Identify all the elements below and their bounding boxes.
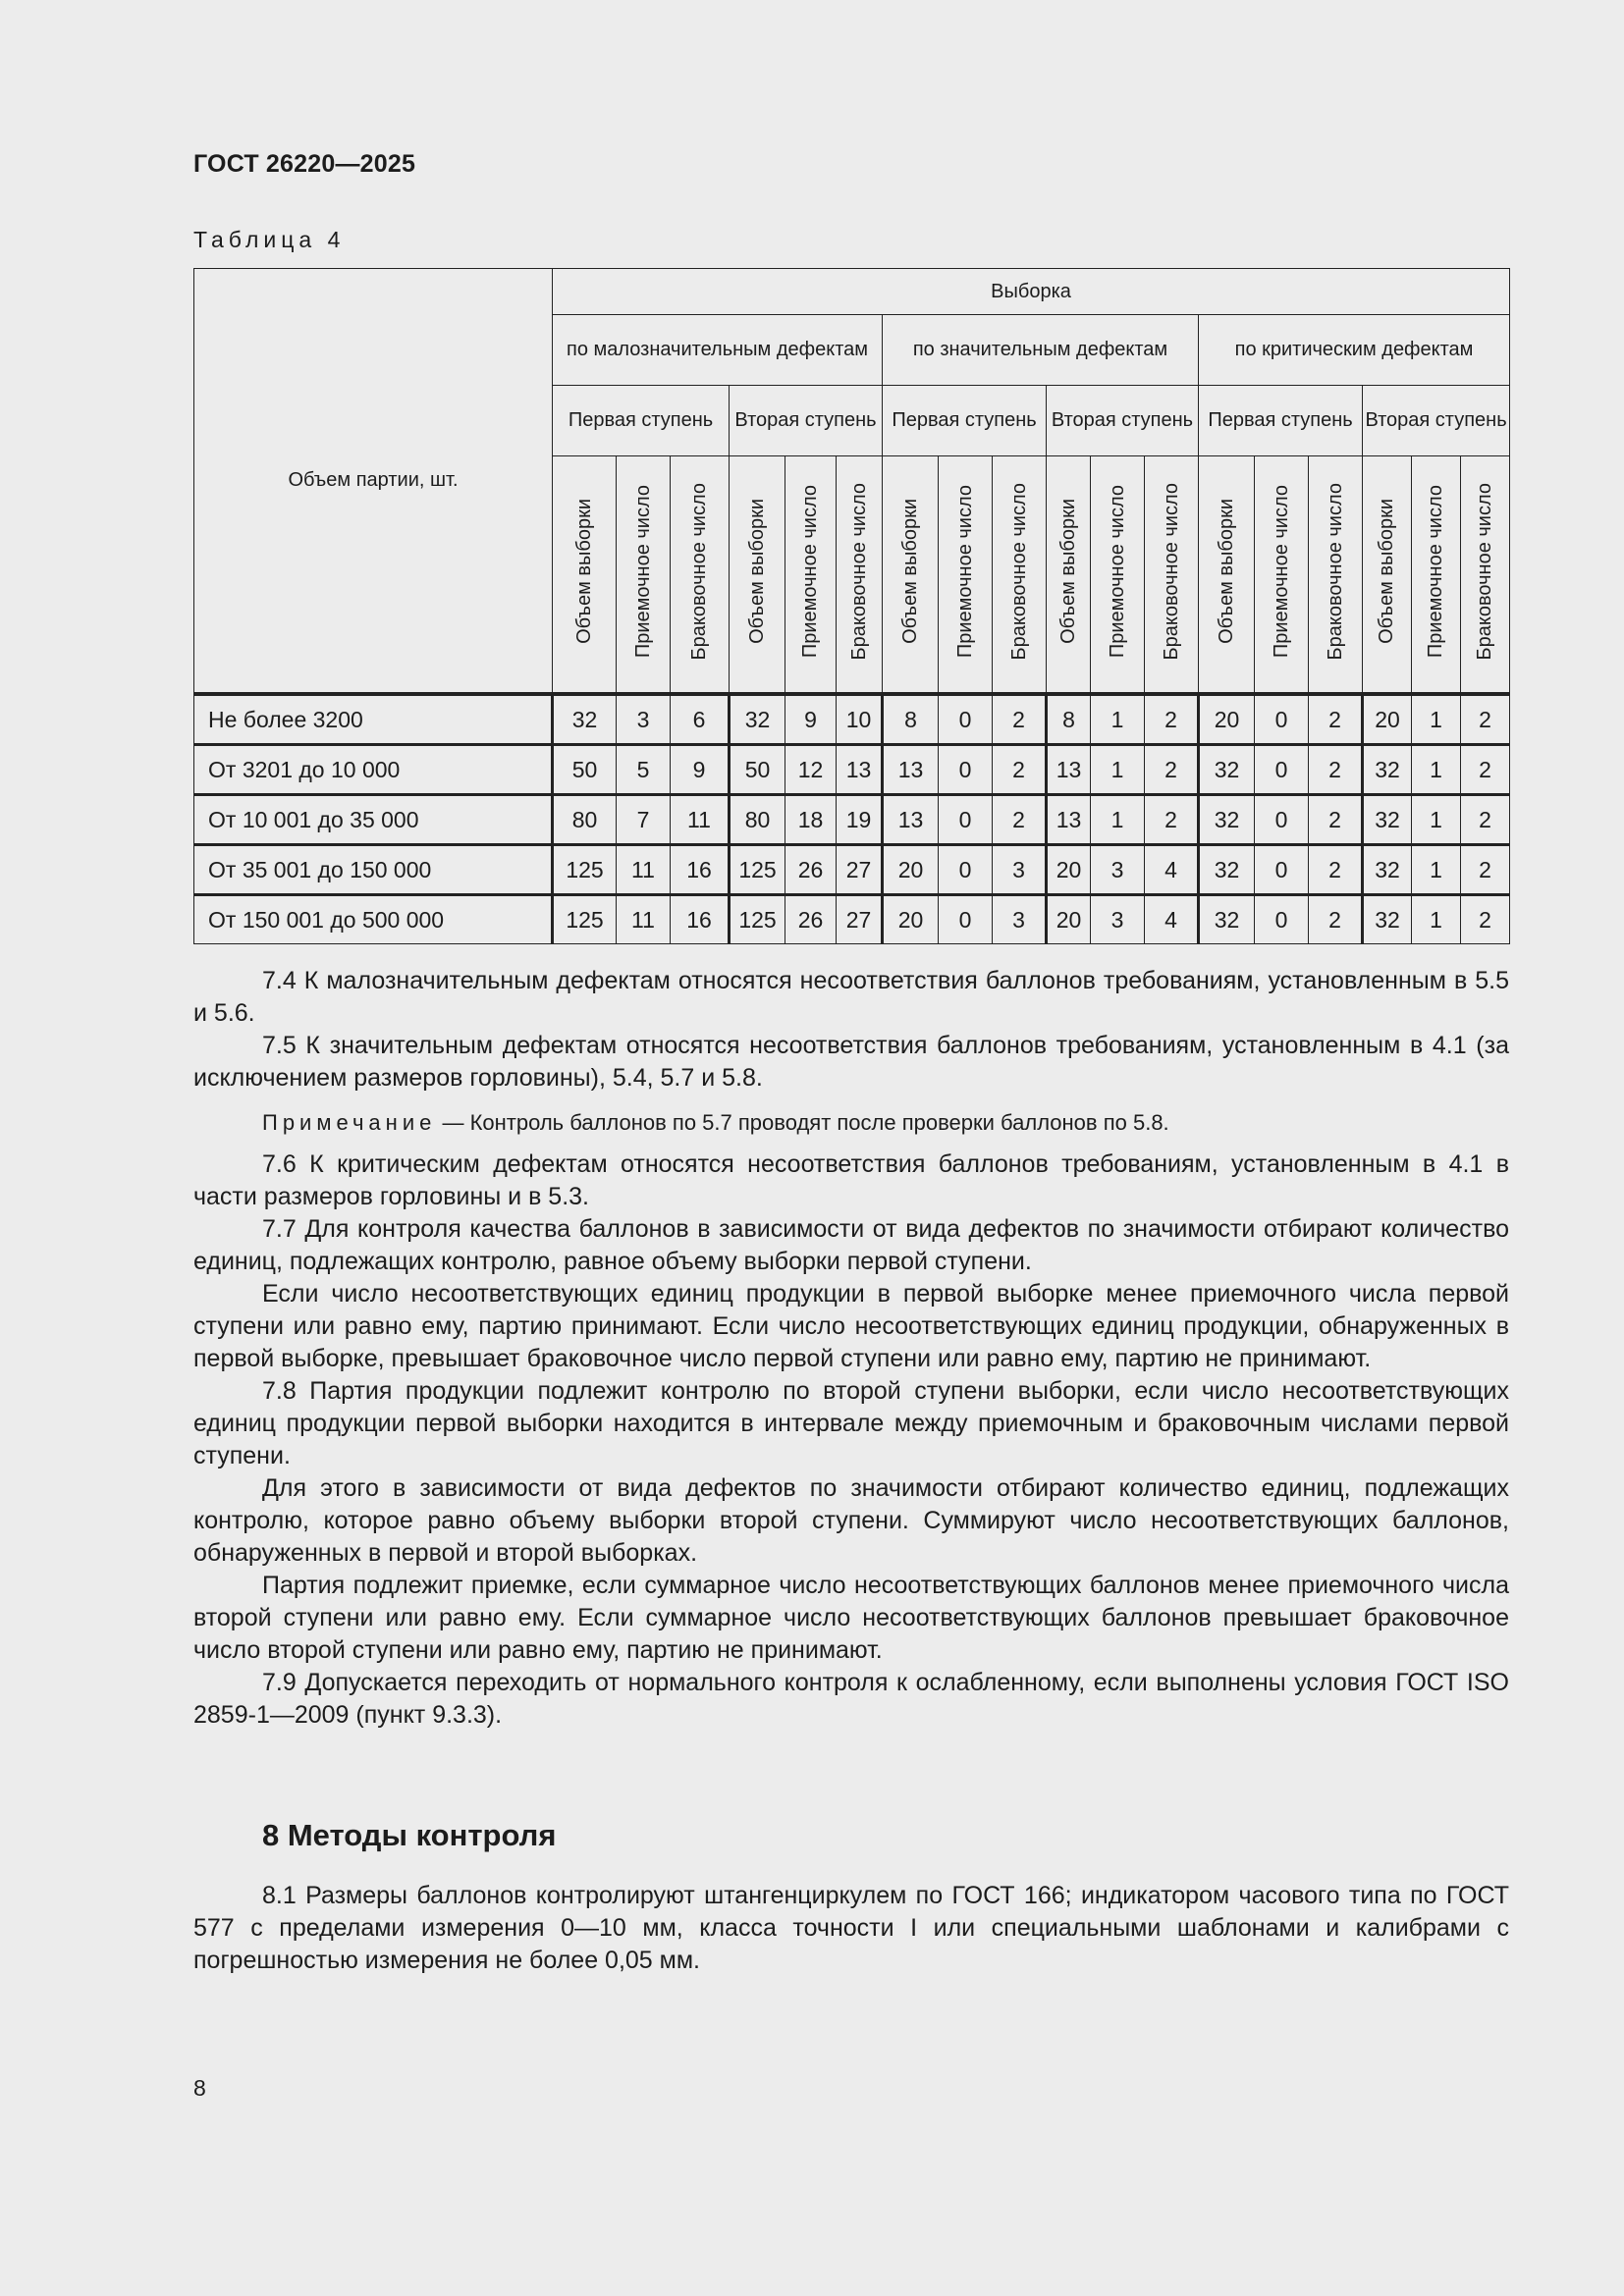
column-header-label: Браковочное число [847,482,870,661]
row-label: От 150 001 до 500 000 [194,895,553,944]
table-cell: 11 [671,795,730,845]
column-header-label: Объем выборки [572,499,595,644]
table-cell: 2 [1461,694,1510,745]
row-label: От 35 001 до 150 000 [194,845,553,895]
table-row [194,745,1510,795]
column-header-label: Браковочное число [1160,482,1182,661]
table-cell: 12 [785,745,837,795]
table-cell: 32 [1199,795,1255,845]
table-cell: 3 [617,694,671,745]
table-cell: 13 [883,745,939,795]
table-cell: 32 [730,694,785,745]
table-cell: 16 [671,895,730,944]
table-cell: 2 [1145,694,1199,745]
column-header [730,456,785,695]
column-header-label: Объем выборки [1376,499,1397,644]
table-cell: 27 [837,845,883,895]
column-header [1047,456,1091,695]
document-code: ГОСТ 26220—2025 [193,150,416,178]
table-cell: 9 [671,745,730,795]
table-cell: 2 [1461,895,1510,944]
column-header-label: Приемочное число [1106,484,1128,659]
stage-header: Вторая ступень [1363,386,1510,456]
row-label: От 10 001 до 35 000 [194,795,553,845]
table-cell: 1 [1412,694,1461,745]
table-cell: 1 [1091,795,1145,845]
table-cell: 13 [1047,795,1091,845]
table-cell: 9 [785,694,837,745]
stage-header: Вторая ступень [730,386,883,456]
column-header-label: Приемочное число [1425,484,1446,659]
table-cell: 11 [617,845,671,895]
table-cell: 1 [1412,795,1461,845]
column-header [1145,456,1199,695]
column-header [837,456,883,695]
table-cell: 2 [1309,795,1363,845]
table-cell: 1 [1091,694,1145,745]
table-cell: 3 [1091,845,1145,895]
column-header [1091,456,1145,695]
column-header-label: Приемочное число [631,484,654,659]
row-label: Не более 3200 [194,694,553,745]
table-cell: 4 [1145,845,1199,895]
column-header-label: Браковочное число [1007,482,1030,661]
table-cell: 20 [883,845,939,895]
table-cell: 50 [553,745,617,795]
table-cell: 1 [1412,845,1461,895]
table-cell: 0 [1255,895,1309,944]
table-cell: 2 [1309,745,1363,795]
column-header-label: Объем выборки [898,499,921,644]
column-header-label: Объем выборки [1056,499,1079,644]
table-cell: 80 [553,795,617,845]
table-cell: 27 [837,895,883,944]
paragraph-7-9: 7.9 Допускается переходить от нормального контроля к ослабленному, если выполнены условия ГОСТ ISO 2859-1—2009 (пункт 9.3.3). [193,1669,1509,1729]
table-caption: Таблица 4 [193,227,346,252]
table-cell: 32 [1199,845,1255,895]
table-row [194,795,1510,845]
stage-header: Первая ступень [553,386,730,456]
table-cell: 2 [1145,795,1199,845]
table-cell: 0 [1255,795,1309,845]
table-cell: 32 [1363,895,1412,944]
paragraph-7-8-cont2: Партия подлежит приемке, если суммарное число несоответствующих баллонов менее приемочного числа второй ступени или равно ему. Если суммарное число несоответствующих баллонов превышает браковочное число второй ступени или равно ему, партию не принимают. [193,1572,1509,1664]
table-cell: 32 [553,694,617,745]
table-cell: 7 [617,795,671,845]
table-cell: 32 [1363,845,1412,895]
table-cell: 20 [1047,845,1091,895]
paragraph-7-5: 7.5 К значительным дефектам относятся несоответствия баллонов требованиям, установленным в 4.1 (за исключением размеров горловины), 5.4, 5.7 и 5.8. [193,1032,1509,1092]
column-header [671,456,730,695]
defect-group-header: по критическим дефектам [1199,315,1510,386]
table-row [194,895,1510,944]
table-cell: 2 [1309,845,1363,895]
column-header [993,456,1047,695]
table-cell: 125 [553,845,617,895]
table-cell: 20 [883,895,939,944]
column-header-label: Браковочное число [1474,482,1496,661]
row-label: От 3201 до 10 000 [194,745,553,795]
column-header [1363,456,1412,695]
paragraph-7-8: 7.8 Партия продукции подлежит контролю по второй ступени выборки, если число несоответствующих единиц продукции первой выборки находится в интервале между приемочным и браковочным числами первой ступени. [193,1377,1509,1469]
table-cell: 0 [939,694,993,745]
sample-header: Выборка [553,269,1510,315]
table-cell: 2 [1461,795,1510,845]
column-header [553,456,617,695]
note-text: — Контроль баллонов по 5.7 проводят после проверки баллонов по 5.8. [436,1110,1169,1135]
note-label: Примечание [262,1110,437,1135]
section-title: 8 Методы контроля [262,1818,557,1852]
table-cell: 1 [1412,895,1461,944]
section-8-text [193,1880,1509,1977]
table-cell: 2 [1461,845,1510,895]
paragraph-7-7: 7.7 Для контроля качества баллонов в зависимости от вида дефектов по значимости отбирают количество единиц, подлежащих контролю, равное объему выборки первой ступени. [193,1215,1509,1275]
body-text [193,965,1509,1732]
paragraph-7-4: 7.4 К малозначительным дефектам относятся несоответствия баллонов требованиям, установленным в 5.5 и 5.6. [193,967,1509,1027]
table-cell: 2 [1309,895,1363,944]
note [193,1106,1509,1139]
table-row [194,694,1510,745]
table-cell: 32 [1363,795,1412,845]
table-cell: 125 [730,845,785,895]
table-cell: 20 [1047,895,1091,944]
table-cell: 13 [837,745,883,795]
table-cell: 20 [1199,694,1255,745]
table-cell: 13 [1047,745,1091,795]
table-cell: 4 [1145,895,1199,944]
table-cell: 0 [1255,694,1309,745]
column-header-label: Объем выборки [745,499,768,644]
column-header-label: Приемочное число [799,484,821,659]
table-cell: 2 [1309,694,1363,745]
table-cell: 8 [883,694,939,745]
column-header-label: Браковочное число [1324,482,1346,661]
column-header [1199,456,1255,695]
table-cell: 32 [1363,745,1412,795]
column-header [939,456,993,695]
paragraph-7-7-cont: Если число несоответствующих единиц продукции в первой выборке менее приемочного числа первой ступени или равно ему, партию принимают. Если число несоответствующих единиц продукции, обнаруженных в первой выборке, превышает браковочное число первой ступени или равно ему, партию не принимают. [193,1280,1509,1372]
table-cell: 5 [617,745,671,795]
table-cell: 2 [993,745,1047,795]
column-header [617,456,671,695]
table-cell: 16 [671,845,730,895]
paragraph-7-8-cont: Для этого в зависимости от вида дефектов по значимости отбирают количество единиц, подлежащих контролю, которое равно объему выборки второй ступени. Суммируют число несоответствующих баллонов, обнаруженных в первой и второй выборках. [193,1474,1509,1567]
column-header-label: Приемочное число [953,484,976,659]
page-number: 8 [193,2075,206,2101]
column-header [1461,456,1510,695]
table-cell: 8 [1047,694,1091,745]
table-cell: 80 [730,795,785,845]
table-cell: 26 [785,845,837,895]
table-cell: 19 [837,795,883,845]
table-cell: 18 [785,795,837,845]
lot-size-header: Объем партии, шт. [194,269,553,695]
table-cell: 32 [1199,895,1255,944]
table-cell: 3 [993,895,1047,944]
table-cell: 11 [617,895,671,944]
table-cell: 125 [730,895,785,944]
table-cell: 2 [993,795,1047,845]
table-cell: 13 [883,795,939,845]
table-row [194,845,1510,895]
stage-header: Вторая ступень [1047,386,1199,456]
table-cell: 0 [939,845,993,895]
column-header [1255,456,1309,695]
defect-group-header: по значительным дефектам [883,315,1199,386]
stage-header: Первая ступень [1199,386,1363,456]
column-header [883,456,939,695]
table-cell: 3 [1091,895,1145,944]
table-cell: 6 [671,694,730,745]
table-cell: 50 [730,745,785,795]
stage-header: Первая ступень [883,386,1047,456]
table-cell: 0 [939,895,993,944]
table-cell: 1 [1412,745,1461,795]
table-cell: 32 [1199,745,1255,795]
table-cell: 0 [939,745,993,795]
table-cell: 26 [785,895,837,944]
table-cell: 10 [837,694,883,745]
table-cell: 0 [939,795,993,845]
table-cell: 0 [1255,745,1309,795]
table-cell: 1 [1091,745,1145,795]
column-header [1412,456,1461,695]
column-header [785,456,837,695]
table-cell: 0 [1255,845,1309,895]
table-cell: 125 [553,895,617,944]
column-header [1309,456,1363,695]
defect-group-header: по малозначительным дефектам [553,315,883,386]
column-header-label: Объем выборки [1215,499,1237,644]
paragraph-8-1: 8.1 Размеры баллонов контролируют штангенциркулем по ГОСТ 166; индикатором часового типа по ГОСТ 577 с пределами измерения 0—10 мм, класса точности I или специальными шаблонами и калибрами с погрешностью измерения не более 0,05 мм. [193,1882,1509,1974]
column-header-label: Приемочное число [1270,484,1292,659]
table-cell: 3 [993,845,1047,895]
table-cell: 2 [1461,745,1510,795]
column-header-label: Браковочное число [688,482,710,661]
table-cell: 2 [993,694,1047,745]
table-cell: 20 [1363,694,1412,745]
paragraph-7-6: 7.6 К критическим дефектам относятся несоответствия баллонов требованиям, установленным в 4.1 в части размеров горловины и в 5.3. [193,1150,1509,1210]
table-cell: 2 [1145,745,1199,795]
sampling-table [193,268,1510,944]
